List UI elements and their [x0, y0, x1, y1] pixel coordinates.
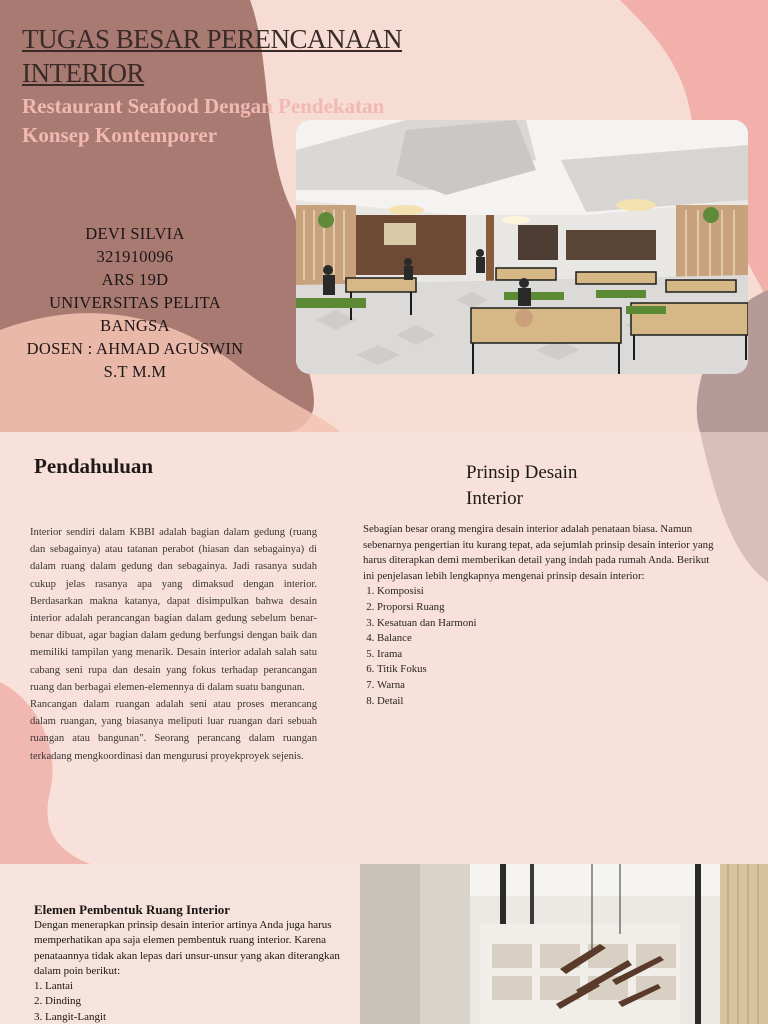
list-item: 3. Langit-Langit: [34, 1010, 107, 1023]
list-item: 6. Titik Fokus: [377, 662, 723, 678]
author-name: DEVI SILVIA: [85, 224, 185, 243]
list-item: 4. Balance: [377, 631, 723, 647]
list-item: 1. Lantai: [34, 980, 74, 993]
author-block: [10, 222, 260, 383]
list-item: 2. Proporsi Ruang: [377, 600, 723, 616]
author-class: ARS 19D: [101, 270, 169, 289]
cover-page: [0, 0, 768, 432]
author-university-line2: BANGSA: [100, 316, 170, 335]
pendahuluan-paragraph-1: Interior sendiri dalam KBBI adalah bagian dalam gedung (ruang dan sebagainya) atau tatanan perabot (hiasan dan sebagainya) di dalam ruang dalam gedung dan sebagainya. Jadi rasanya sudah cukup jelas rasanya apa yang dimaksud dengan interior. Berdasarkan makna katanya, dapat disimpulkan bahwa desain interior adalah perancangan bagian dalam gedung sebelum benar-benar dibuat, agar bagian dalam gedung berfungsi dengan baik dan memiliki tampilan yang menarik. Desain interior adalah salah satu cabang seni rupa dan desain yang fokus terhadap perancangan ruang dan berbagai elemen-elemennya di dalam suatu bangunan.: [30, 527, 317, 693]
prinsip-heading-line2: Interior: [466, 488, 523, 509]
pendahuluan-heading: Pendahuluan: [34, 454, 154, 478]
prinsip-body: [363, 522, 723, 709]
pendahuluan-body: [30, 524, 317, 765]
cover-title-line1: TUGAS BESAR PERENCANAAN: [22, 24, 403, 54]
prinsip-intro: Sebagian besar orang mengira desain interior adalah penataan biasa. Namun sebenarnya pengertian itu kurang tepat, ada sejumlah prinsip desain interior yang harus diterapkan demi memberikan detail yang indah pada rumah Anda. Berikut ini penjelasan lebih lengkapnya mengenai prinsip desain interior:: [363, 523, 714, 582]
list-item: 8. Detail: [377, 694, 723, 710]
cover-title: [22, 22, 402, 90]
elemen-intro: Dengan menerapkan prinsip desain interior artinya Anda juga harus memperhatikan apa saja elemen pembentuk ruang interior. Karena penataannya tidak akan lepas dari unsur-unsur yang akan diterangkan dalam poin berikut:: [34, 919, 340, 977]
cover-subtitle-line2: Konsep Kontemporer: [22, 123, 218, 147]
list-item: 3. Kesatuan dan Harmoni: [377, 616, 723, 632]
prinsip-list: [363, 584, 723, 709]
interior-render-image: [360, 864, 768, 1024]
prinsip-heading: [466, 460, 577, 512]
elemen-heading: Elemen Pembentuk Ruang Interior: [34, 902, 231, 917]
author-lecturer: DOSEN : AHMAD AGUSWIN: [26, 339, 244, 358]
author-lecturer-title: S.T M.M: [103, 362, 167, 381]
prinsip-heading-line1: Prinsip Desain: [466, 462, 578, 483]
author-university-line1: UNIVERSITAS PELITA: [49, 293, 221, 312]
author-id: 321910096: [96, 247, 174, 266]
list-item: 5. Irama: [377, 647, 723, 663]
elemen-body: [34, 918, 356, 1024]
restaurant-render-image: [296, 120, 748, 374]
list-item: 2. Dinding: [34, 995, 82, 1008]
pendahuluan-paragraph-2: Rancangan dalam ruangan adalah seni atau proses merancang dalam ruangan, yang biasanya meliputi luar ruangan dari sebuah ruangan atau bangunan". Seorang perancang dalam ruangan terkadang mengkoordinasi dan mengurusi proyekproyek sejenis.: [30, 699, 317, 762]
elements-page: [0, 864, 768, 1024]
list-item: 7. Warna: [377, 678, 723, 694]
cover-subtitle-line1: Restaurant Seafood Dengan Pendekatan: [22, 94, 385, 118]
list-item: 1. Komposisi: [377, 584, 723, 600]
introduction-page: [0, 432, 768, 864]
cover-title-line2: INTERIOR: [22, 58, 144, 88]
